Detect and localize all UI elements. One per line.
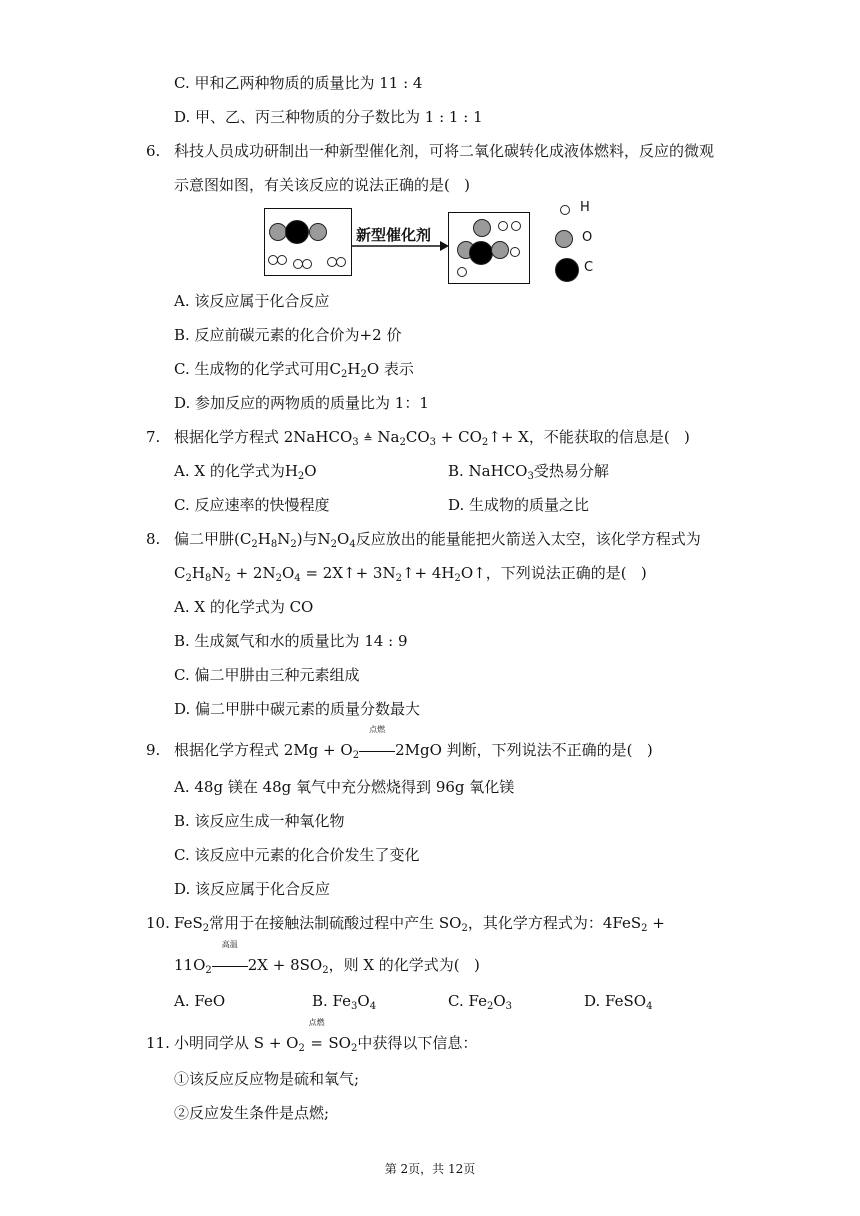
products-box — [448, 212, 530, 284]
q7-stem: 根据化学方程式 2NaHCO$_3$ ≜ $Na_2CO_3$ + $CO_2↑+ X$，不能获取的信息是( ) — [174, 428, 690, 448]
q10-option-a: A. FeO — [174, 992, 226, 1010]
q9-condition: 点燃 — [369, 725, 386, 734]
q10-option-d: D. FeSO$_4$ — [584, 992, 653, 1012]
q9-option-b: B. 该反应生成一种氧化物 — [174, 812, 345, 830]
hydrogen-atom — [498, 221, 508, 231]
q11-condition: 点燃 — [308, 1018, 325, 1027]
q8-number: 8. — [146, 530, 161, 548]
q8-stem1-post: 反应放出的能量能把火箭送入太空，该化学方程式为 — [355, 530, 701, 548]
q9-stem: 根据化学方程式 $2Mg + O_2$ 点燃 2MgO 判断，下列说法不正确的是( ) — [174, 725, 653, 761]
q9-stem-pre: 根据化学方程式 — [174, 741, 280, 759]
q10-stem1-post2: ，其化学方程式为：4FeS — [467, 914, 642, 932]
q10-option-b: B. $Fe_3O_4$ — [312, 992, 377, 1012]
q9-number: 9. — [146, 741, 161, 759]
q6-option-c: C. 生成物的化学式可用$C_2H_2O$ 表示 — [174, 360, 414, 380]
legend-h-label: H — [580, 200, 590, 215]
q7-option-b-post: 受热易分解 — [533, 462, 609, 480]
q9-stem-post: 判断，下列说法不正确的是( ) — [446, 741, 653, 759]
q5-option-d: D. 甲、乙、丙三种物质的分子数比为 1 : 1 : 1 — [174, 108, 483, 126]
hydrogen-legend-icon — [560, 205, 570, 215]
q7-option-c: C. 反应速率的快慢程度 — [174, 496, 330, 514]
q6-option-a: A. 该反应属于化合反应 — [174, 292, 330, 310]
q10-condition: 高温 — [221, 940, 238, 949]
q9-option-a: A. 48g 镁在 48g 氧气中充分燃烧得到 96g 氧化镁 — [174, 778, 515, 796]
q6-option-c-post: 表示 — [379, 360, 414, 378]
q6-stem-line2: 示意图如图，有关该反应的说法正确的是( ) — [174, 176, 471, 194]
q9-option-c: C. 该反应中元素的化合价发生了变化 — [174, 846, 420, 864]
legend-o-label: O — [582, 230, 593, 245]
q5-option-c: C. 甲和乙两种物质的质量比为 11 : 4 — [174, 74, 423, 92]
q7-stem-post: ，不能获取的信息是( ) — [528, 428, 690, 446]
oxygen-atom — [309, 223, 327, 241]
q6-stem-line1: 科技人员成功研制出一种新型催化剂，可将二氧化碳转化成液体燃料，反应的微观 — [174, 142, 715, 160]
q8-stem-line2: $C_2H_8N_2 + 2N_2O_4$ = 2X↑+ $3N_2↑+$ $4H_2O↑$，下列说法正确的是( ) — [174, 564, 647, 584]
q9-option-d: D. 该反应属于化合反应 — [174, 880, 331, 898]
q11-number: 11. — [146, 1034, 170, 1052]
carbon-atom — [285, 220, 309, 244]
q10-option-c: C. $Fe_2O_3$ — [448, 992, 513, 1012]
q6-number: 6. — [146, 142, 161, 160]
q7-option-a: A. X 的化学式为$H_2O$ — [174, 462, 317, 482]
reactants-box — [264, 208, 352, 276]
q7-option-d: D. 生成物的质量之比 — [448, 496, 590, 514]
page-footer: 第 2页，共 12页 — [384, 1162, 476, 1176]
q8-option-c: C. 偏二甲肼由三种元素组成 — [174, 666, 360, 684]
q11-item-2: ②反应发生条件是点燃; — [174, 1104, 330, 1122]
q7-stem-pre: 根据化学方程式 2NaHCO — [174, 428, 353, 446]
q8-option-a: A. X 的化学式为 CO — [174, 598, 314, 616]
hydrogen-atom — [510, 247, 520, 257]
q10-stem1-post1: 常用于在接触法制硫酸过程中产生 SO — [209, 914, 462, 932]
q8-stem-line1: 偏二甲肼$(C_2H_8N_2)$与$N_2O_4$反应放出的能量能把火箭送入太空，该化学方程式为 — [174, 530, 701, 550]
oxygen-atom — [491, 241, 509, 259]
hydrogen-atom — [457, 267, 467, 277]
q8-stem1-mid: )与 — [296, 530, 318, 548]
oxygen-atom — [473, 219, 491, 237]
oxygen-legend-icon — [555, 230, 573, 248]
hydrogen-atom — [302, 259, 312, 269]
q11-stem-pre: 小明同学从 — [174, 1034, 250, 1052]
q8-option-b: B. 生成氮气和水的质量比为 14 : 9 — [174, 632, 408, 650]
q6-option-c-pre: C. 生成物的化学式可用 — [174, 360, 330, 378]
catalyst-label: 新型催化剂 — [356, 226, 432, 244]
q7-option-b: B. NaHCO$_3$受热易分解 — [448, 462, 609, 482]
q10-stem-line1: FeS$_2$常用于在接触法制硫酸过程中产生 $SO_2$，其化学方程式为：4FeS$_2$ + — [174, 914, 665, 934]
q6-option-d: D. 参加反应的两物质的质量比为 1：1 — [174, 394, 429, 412]
hydrogen-atom — [511, 221, 521, 231]
hydrogen-atom — [277, 255, 287, 265]
q8-stem2-post: ，下列说法正确的是( ) — [485, 564, 647, 582]
carbon-atom — [469, 241, 493, 265]
q8-option-d: D. 偏二甲肼中碳元素的质量分数最大 — [174, 700, 421, 718]
q11-stem: 小明同学从 $S + O_2$ 点燃 = $SO_2$中获得以下信息： — [174, 1018, 478, 1054]
q11-item-1: ①该反应反应物是硫和氧气; — [174, 1070, 360, 1088]
q10-stem2-post: ，则 X 的化学式为( ) — [328, 956, 480, 974]
q7-number: 7. — [146, 428, 161, 446]
legend-c-label: C — [584, 260, 594, 275]
carbon-legend-icon — [555, 258, 579, 282]
reaction-arrow — [350, 240, 450, 252]
q10-number: 10. — [146, 914, 170, 932]
q11-stem-post: 中获得以下信息： — [357, 1034, 478, 1052]
q10-stem-line2: $11O_2$ 高温 $2X + 8SO_2$，则 X 的化学式为( ) — [174, 940, 480, 976]
q6-option-b: B. 反应前碳元素的化合价为+2 价 — [174, 326, 402, 344]
q7-option-a-pre: A. X 的化学式为 — [174, 462, 285, 480]
hydrogen-atom — [336, 257, 346, 267]
q8-stem1-pre: 偏二甲肼( — [174, 530, 240, 548]
